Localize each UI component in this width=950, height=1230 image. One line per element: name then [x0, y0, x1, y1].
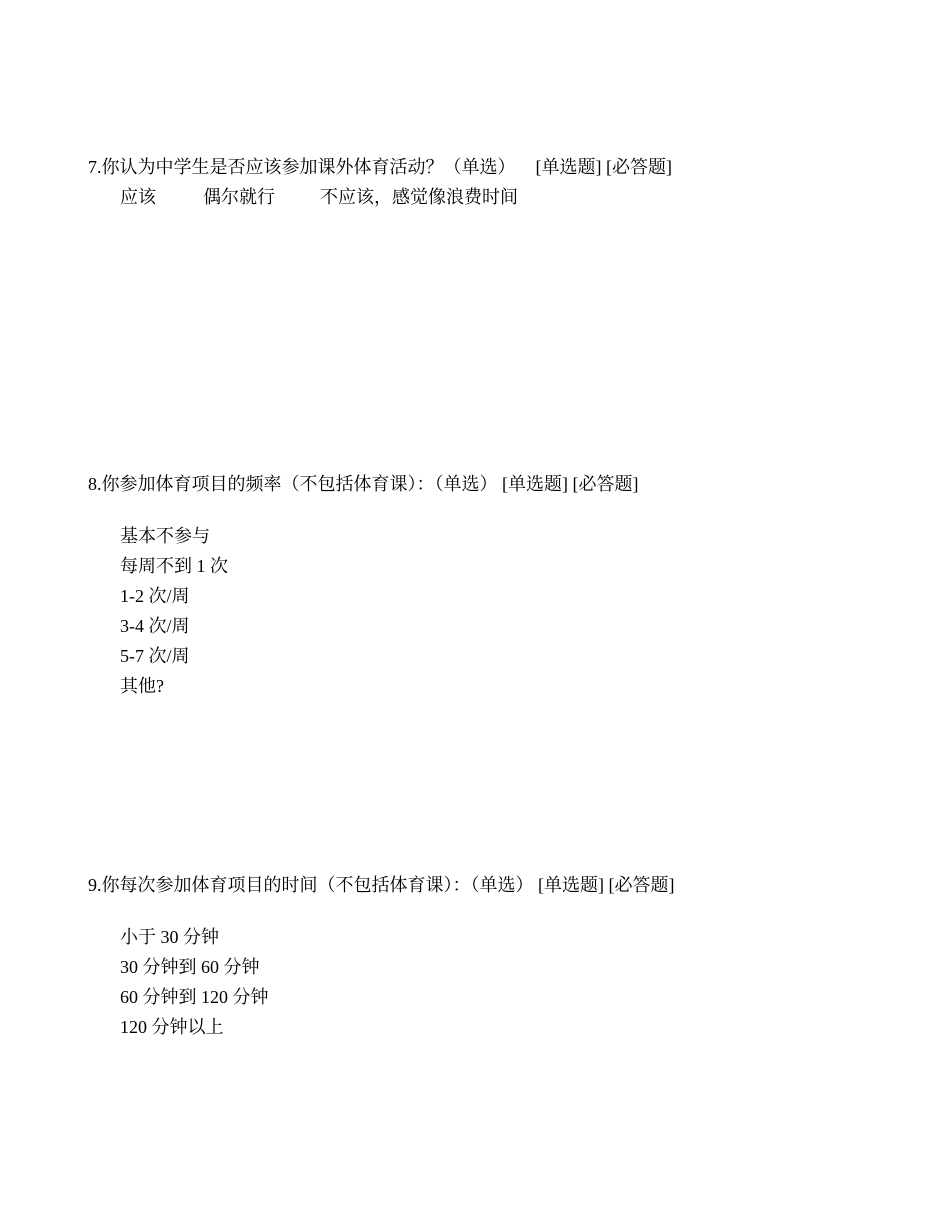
question-8-options	[120, 521, 228, 701]
question-8-title: 8.你参加体育项目的频率（不包括体育课）：（单选）	[88, 474, 498, 494]
question-8-title-line	[88, 472, 639, 496]
question-8-option-2[interactable]: 每周不到 1 次	[120, 556, 228, 576]
question-8-option-3[interactable]: 1-2 次/周	[120, 586, 190, 606]
question-8-option-4[interactable]: 3-4 次/周	[120, 616, 190, 636]
question-8-required-tag: [必答题]	[572, 474, 639, 494]
question-7-title-line	[88, 155, 672, 179]
question-9-options	[120, 922, 269, 1042]
question-8	[88, 472, 639, 496]
question-8-option-6[interactable]: 其他?	[120, 676, 164, 696]
question-8-option-5[interactable]: 5-7 次/周	[120, 646, 190, 666]
question-9-option-4[interactable]: 120 分钟以上	[120, 1017, 224, 1037]
question-7-option-1[interactable]: 应该	[120, 187, 156, 207]
question-9-title-line	[88, 873, 675, 897]
question-7-type-tag: [单选题]	[535, 157, 602, 177]
question-7	[88, 155, 672, 179]
question-9-title: 9.你每次参加体育项目的时间（不包括体育课）：（单选）	[88, 875, 534, 895]
question-9-option-3[interactable]: 60 分钟到 120 分钟	[120, 987, 269, 1007]
question-7-options	[120, 185, 540, 209]
question-8-option-1[interactable]: 基本不参与	[120, 526, 210, 546]
question-7-option-2[interactable]: 偶尔就行	[203, 187, 275, 207]
question-7-title: 7.你认为中学生是否应该参加课外体育活动？（单选）	[88, 157, 516, 177]
question-8-type-tag: [单选题]	[502, 474, 568, 494]
question-9-required-tag: [必答题]	[608, 875, 675, 895]
question-9-option-1[interactable]: 小于 30 分钟	[120, 927, 219, 947]
question-9-type-tag: [单选题]	[538, 875, 604, 895]
question-7-option-3[interactable]: 不应该，感觉像浪费时间	[320, 187, 518, 207]
question-9	[88, 873, 675, 897]
question-7-required-tag: [必答题]	[606, 157, 672, 177]
question-9-option-2[interactable]: 30 分钟到 60 分钟	[120, 957, 260, 977]
